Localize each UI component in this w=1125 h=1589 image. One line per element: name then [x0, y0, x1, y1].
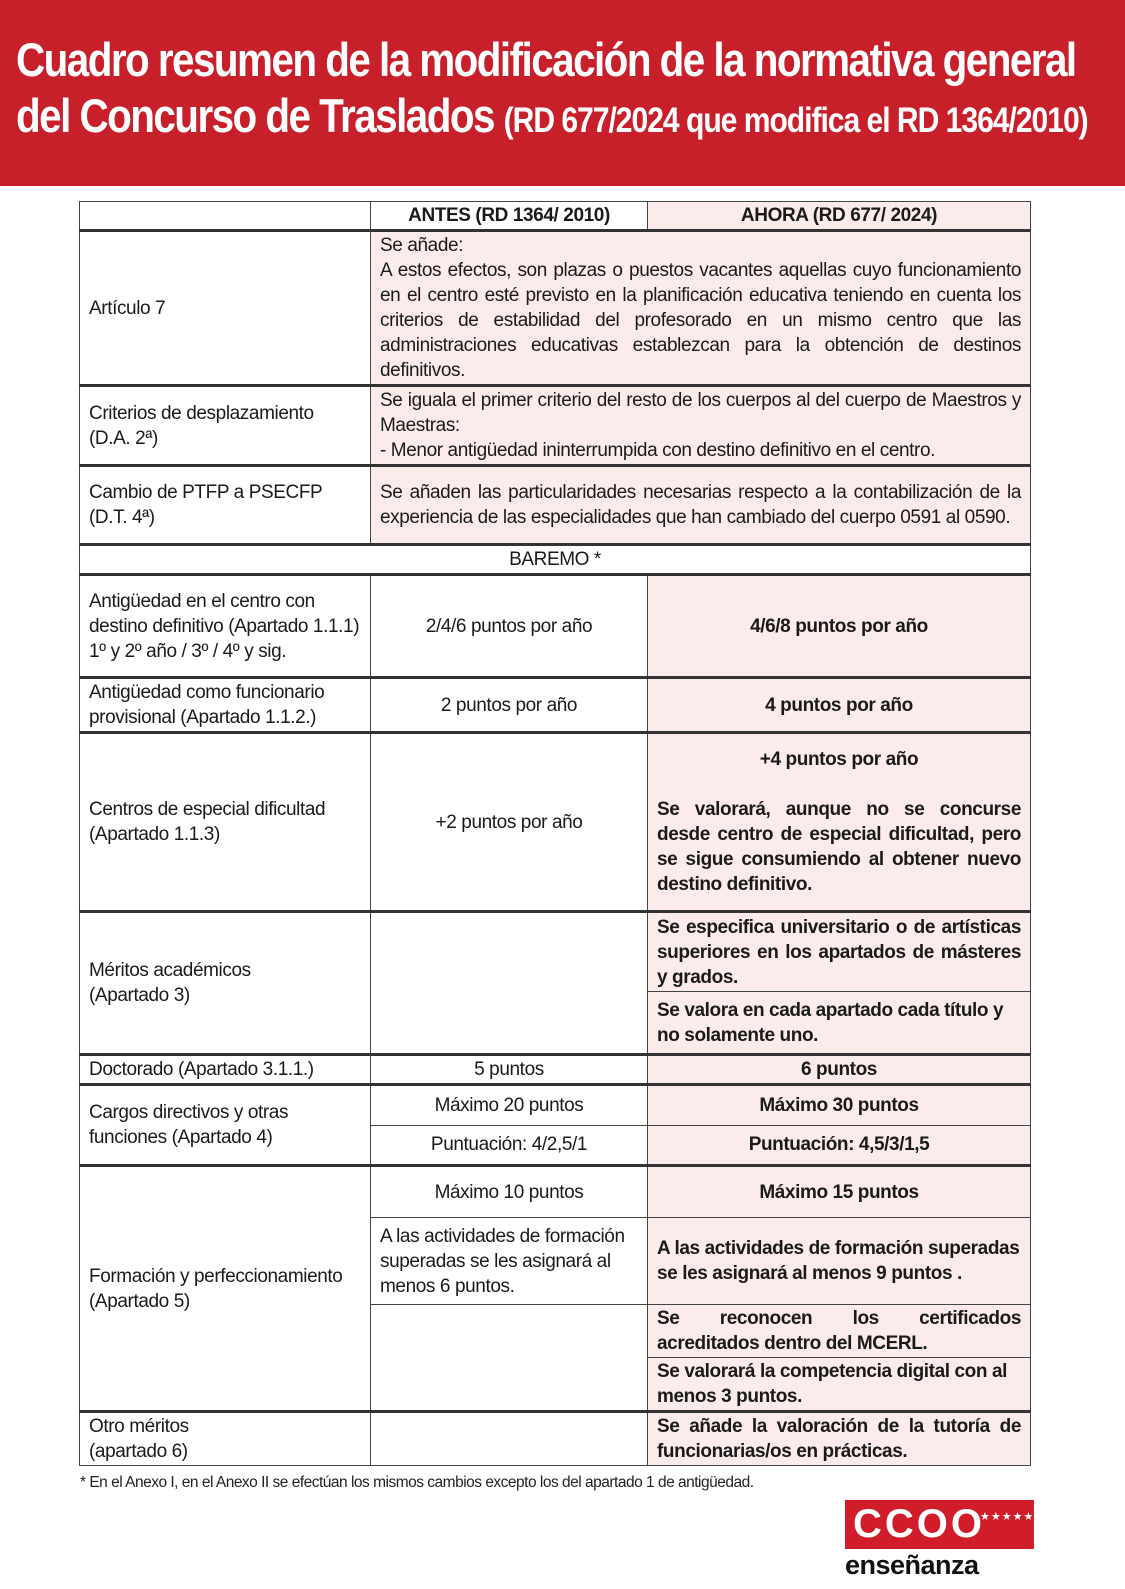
label-line-1: Criterios de desplazamiento: [89, 402, 314, 424]
row-especial-dificultad: [80, 733, 1031, 912]
now-cell: Máximo 15 puntos: [648, 1166, 1031, 1218]
before-cell: +2 puntos por año: [371, 733, 648, 912]
label-line-2: 1º y 2º año / 3º / 4º y sig.: [89, 640, 287, 662]
stars-icon: ★★★★★★★: [980, 1511, 1057, 1523]
row-formacion: [80, 1166, 1031, 1218]
now-line-2: - Menor antigüedad ininterrumpida con destino definitivo en el centro.: [380, 440, 936, 461]
row-label: [80, 1412, 371, 1466]
row-now-cell: Se añaden las particularidades necesarias respecto a la contabilización de la experiencia de las especialidades que han cambiado del cuerpo 0591 al 0590.: [371, 466, 1031, 545]
title-line-1: Cuadro resumen de la modificación de la normativa general: [16, 33, 1076, 86]
title-line-2: [16, 88, 1088, 149]
row-label: Antigüedad como funcionario provisional (Apartado 1.1.2.): [80, 678, 371, 733]
now-cell: Se especifica universitario o de artísticas superiores en los apartados de másteres y grados.: [648, 912, 1031, 992]
before-cell-empty: [371, 1305, 648, 1412]
table-header-row: [80, 202, 1031, 231]
row-label: Formación y perfeccionamiento (Apartado 5): [80, 1166, 371, 1412]
before-cell-empty: [371, 1412, 648, 1466]
title-banner: [0, 0, 1125, 186]
before-cell: 2 puntos por año: [371, 678, 648, 733]
header-now: AHORA (RD 677/ 2024): [648, 202, 1031, 231]
row-doctorado: [80, 1055, 1031, 1085]
row-label: [80, 912, 371, 1055]
row-label: Cargos directivos y otras funciones (Apartado 4): [80, 1085, 371, 1166]
row-now-cell: [371, 231, 1031, 386]
before-cell: 5 puntos: [371, 1055, 648, 1085]
label-line-1: Otro méritos: [89, 1416, 189, 1437]
now-text: A estos efectos, son plazas o puestos vacantes aquellas cuyo funcionamiento en el centro esté previsto en la planificación educativa teniendo en cuenta los criterios de estabilidad del profesorado en un mismo centro que las administraciones educativas establezcan para la obtención de destinos definitivos.: [380, 260, 1021, 381]
before-cell: A las actividades de formación superadas se les asignará al menos 6 puntos.: [371, 1218, 648, 1305]
header-before: ANTES (RD 1364/ 2010): [371, 202, 648, 231]
row-label: [80, 466, 371, 545]
now-text: Se iguala el primer criterio del resto de los cuerpos al del cuerpo de Maestros y Maestras:: [380, 390, 1021, 436]
now-cell: Se valorará la competencia digital con al menos 3 puntos.: [648, 1358, 1031, 1412]
comparison-table: [79, 201, 1031, 1466]
now-cell: 4 puntos por año: [648, 678, 1031, 733]
now-cell: [648, 733, 1031, 912]
row-desplazamiento: [80, 386, 1031, 466]
label-line-1: Cambio de PTFP a PSECFP: [89, 482, 323, 503]
label-line-2: (D.A. 2ª): [89, 427, 158, 449]
row-label: Artículo 7: [80, 231, 371, 386]
title-subtitle: (RD 677/2024 que modifica el RD 1364/2010): [503, 101, 1088, 140]
label-line-2: (apartado 6): [89, 1441, 188, 1462]
row-now-cell: [371, 386, 1031, 466]
now-text: Se valorará, aunque no se concurse desde centro de especial dificultad, pero se sigue consumiendo al obtener nuevo destino definitivo.: [657, 799, 1021, 895]
now-points: +4 puntos por año: [759, 749, 919, 770]
title-main: del Concurso de Traslados: [16, 89, 494, 142]
now-cell: 6 puntos: [648, 1055, 1031, 1085]
row-baremo-title: [80, 545, 1031, 575]
now-cell: 4/6/8 puntos por año: [648, 575, 1031, 678]
label-line-1: Méritos académicos: [89, 960, 251, 981]
row-otros: [80, 1412, 1031, 1466]
now-cell: A las actividades de formación superadas se les asignará al menos 9 puntos .: [648, 1218, 1031, 1305]
logo-text: CCOO: [853, 1502, 985, 1546]
now-cell: Se añade la valoración de la tutoría de funcionarias/os en prácticas.: [648, 1412, 1031, 1466]
row-cargos: [80, 1085, 1031, 1126]
label-line-2: (Apartado 1.1.3): [89, 824, 220, 845]
before-cell: Máximo 10 puntos: [371, 1166, 648, 1218]
row-antiguedad-provisional: [80, 678, 1031, 733]
row-antiguedad-centro: [80, 575, 1031, 678]
now-intro: Se añade:: [380, 235, 464, 256]
label-line-2: (D.T. 4ª): [89, 507, 155, 528]
before-cell: Máximo 20 puntos: [371, 1085, 648, 1126]
label-line-2: (Apartado 3): [89, 985, 190, 1006]
label-line-1: Centros de especial dificultad: [89, 799, 326, 820]
now-cell: Se reconocen los certificados acreditados dentro del MCERL.: [648, 1305, 1031, 1358]
row-label: [80, 575, 371, 678]
now-cell: Se valora en cada apartado cada título y no solamente uno.: [648, 992, 1031, 1055]
before-cell-empty: [371, 912, 648, 1055]
logo-subtitle: enseñanza: [845, 1550, 979, 1580]
now-cell: Puntuación: 4,5/3/1,5: [648, 1125, 1031, 1166]
row-articulo-7: [80, 231, 1031, 386]
row-meritos-academicos: [80, 912, 1031, 992]
row-ptfp: [80, 466, 1031, 545]
label-line-1: Antigüedad en el centro con destino definitivo (Apartado 1.1.1): [89, 590, 360, 637]
before-cell: 2/4/6 puntos por año: [371, 575, 648, 678]
row-label: [80, 386, 371, 466]
now-cell: Máximo 30 puntos: [648, 1085, 1031, 1126]
row-label: Doctorado (Apartado 3.1.1.): [80, 1055, 371, 1085]
footnote: * En el Anexo I, en el Anexo II se efectúan los mismos cambios excepto los del apartado 1 de antigüedad.: [80, 1474, 754, 1491]
before-cell: Puntuación: 4/2,5/1: [371, 1125, 648, 1166]
row-label: [80, 733, 371, 912]
header-empty-cell: [80, 202, 371, 231]
baremo-title: BAREMO *: [80, 545, 1031, 575]
